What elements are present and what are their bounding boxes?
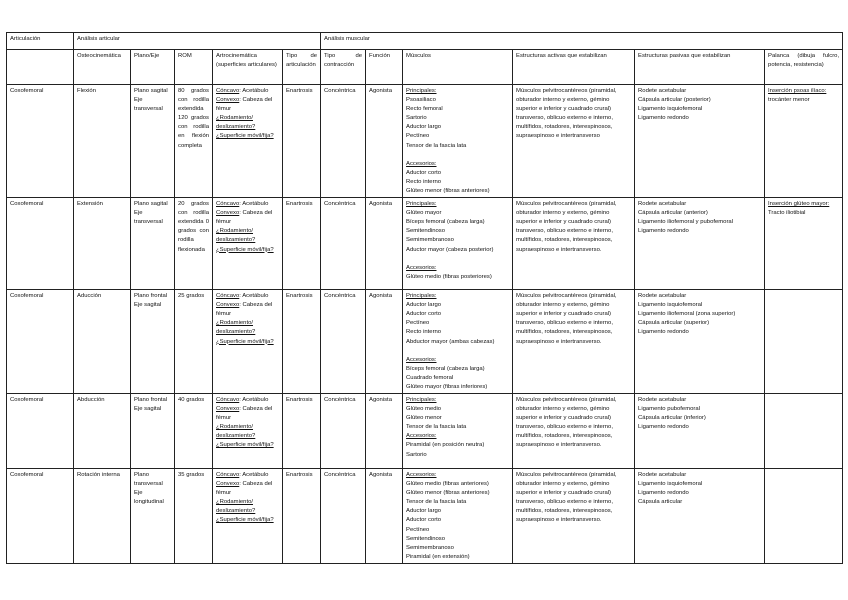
superficie-question: ¿Superficie móvil/fija? [216,133,274,140]
cell-estructuras-activas: Músculos pelvitrocantéreos (piramidal, obturador interno y externo, gémino superior e inferior y cuadrado crural) transverso, oblicuo externo e interno, multífidos, rotadores, interespinosos, supraespinoso e intertransverso. [513,393,635,468]
cell-estructuras-activas: Músculos pelvitrocantéreos (piramidal, obturador interno y externo, gémino superior e inferior y cuadrado crural) transverso, oblicuo externo e interno, multífidos, rotadores, interespinosos, supraespinoso e intertransverso. [513,468,635,563]
cell-estructuras-activas: Músculos pelvitrocantéreos (piramidal, obturador interno y externo, gémino superior e inferior y cuadrado crural) transverso, oblicuo externo e interno, multífidos, rotadores, interespinosos, supraespinoso e intertransverso. [513,198,635,290]
concavo-label: Cóncavo [216,471,240,478]
cell-musculos [403,85,513,198]
musculo: Semitendinoso [406,228,446,235]
cell-artrocinematica [213,290,283,394]
header-analisis-muscular: Análisis muscular [321,33,843,50]
estructura-pasiva: Ligamento isquiofemoral [638,302,703,309]
musculo: Glúteo menor [406,415,442,422]
eje: Eje transversal [134,210,163,226]
concavo-value: : Acetábulo [239,88,269,94]
cell-tipo-contraccion: Concéntrica [321,85,366,198]
musculos-group-label: Principales: [406,88,437,94]
musculo: Semitendinoso [406,535,446,542]
musculo: Glúteo mayor [406,210,442,217]
cell-movimiento: Rotación interna [74,468,131,563]
cell-palanca [765,290,843,394]
superficie-question: ¿Superficie móvil/fija? [216,517,274,524]
musculo: Bíceps femoral (cabeza larga) [406,219,485,226]
estructura-pasiva: Ligamento isquiofemoral [638,106,703,113]
estructura-pasiva: Ligamento iliofemoral (zona superior) [638,311,736,318]
subheader-tipo-articulacion: Tipo de articulación [283,50,321,85]
table-row [7,198,843,290]
palanca-text: Tracto iliotibial [768,210,806,217]
estructura-pasiva: Ligamento redondo [638,490,689,497]
subheader-funcion: Función [366,50,403,85]
palanca-text: trocánter menor [768,97,810,104]
cell-rom: 80 grados con rodilla extendida 120 grados con rodilla en flexión completa [175,85,213,198]
estructura-pasiva: Rodete acetabular [638,471,687,478]
musculo: Abductor mayor (ambas cabezas) [406,338,495,345]
estructura-pasiva: Ligamento pubofemoral [638,406,700,413]
subheader-palanca: Palanca (dibuja fulcro, potencia, resistencia) [765,50,843,85]
musculo: Aductor largo [406,302,442,309]
musculo: Sartorio [406,451,427,458]
cell-funcion: Agonista [366,85,403,198]
cell-articulacion: Coxofemoral [7,393,74,468]
cell-estructuras-pasivas [635,198,765,290]
convexo-value: : Cabeza del fémur [216,210,273,226]
concavo-value: : Acetábulo [239,471,269,478]
table-row [7,393,843,468]
table-row [7,85,843,198]
subheader-musculos: Músculos [403,50,513,85]
cell-tipo-articulacion: Enartrosis [283,198,321,290]
musculo: Psoasiliaco [406,97,436,104]
cell-rom: 35 grados [175,468,213,563]
subheader-plano-eje: Plano/Eje [131,50,175,85]
subheader-empty [7,50,74,85]
musculos-group-label: Principales: [406,201,437,208]
musculo: Aductor largo [406,508,442,515]
cell-funcion: Agonista [366,393,403,468]
cell-estructuras-pasivas [635,468,765,563]
estructura-pasiva: Rodete acetabular [638,293,687,300]
eje: Eje longitudinal [134,490,164,506]
concavo-label: Cóncavo [216,293,240,300]
musculos-group-label: Principales: [406,396,437,403]
musculo: Glúteo medio (fibras anteriores) [406,481,489,488]
table-row [7,290,843,394]
musculo: Semimembranoso [406,237,454,244]
convexo-label: Convexo [216,481,240,488]
cell-movimiento: Extensión [74,198,131,290]
anatomy-table [6,32,843,564]
plano: Plano frontal [134,396,168,403]
concavo-label: Cóncavo [216,396,240,403]
cell-rom: 20 grados con rodilla extendida 0 grados con rodilla flexionada [175,198,213,290]
musculo: Tensor de la fascia lata [406,499,467,506]
palanca-label: Inserción psoas ilíaco: [768,88,827,94]
subheader-artrocinematica: Artrocinemática (superficies articulares) [213,50,283,85]
cell-plano-eje [131,290,175,394]
plano: Plano sagital [134,201,168,208]
subheader-rom: ROM [175,50,213,85]
cell-movimiento: Aducción [74,290,131,394]
estructura-pasiva: Ligamento redondo [638,228,689,235]
rodamiento-question: ¿Rodamiento/ deslizamiento? [216,499,256,515]
cell-movimiento: Abducción [74,393,131,468]
cell-tipo-articulacion: Enartrosis [283,468,321,563]
musculo: Bíceps femoral (cabeza larga) [406,365,485,372]
concavo-value: : Acetábulo [239,396,269,403]
convexo-label: Convexo [216,302,240,309]
cell-estructuras-activas: Músculos pelvitrocantéreos (piramidal, obturador interno y externo, gémino superior e inferior y cuadrado crural) transverso, oblicuo externo e interno, multífidos, rotadores, interespinosos, supraespinoso e intertransverso [513,85,635,198]
musculos-group-label: Accesorios: [406,471,437,478]
superficie-question: ¿Superficie móvil/fija? [216,442,274,449]
cell-tipo-contraccion: Concéntrica [321,393,366,468]
cell-musculos [403,468,513,563]
estructura-pasiva: Cápsula articular [638,499,683,506]
cell-artrocinematica [213,468,283,563]
convexo-label: Convexo [216,406,240,413]
cell-articulacion: Coxofemoral [7,198,74,290]
cell-funcion: Agonista [366,198,403,290]
cell-tipo-contraccion: Concéntrica [321,468,366,563]
cell-funcion: Agonista [366,290,403,394]
rodamiento-question: ¿Rodamiento/ deslizamiento? [216,228,256,244]
cell-estructuras-pasivas [635,85,765,198]
cell-articulacion: Coxofemoral [7,85,74,198]
header-row [7,33,843,50]
eje: Eje sagital [134,302,162,309]
musculos-group-label: Principales: [406,293,437,300]
eje: Eje transversal [134,97,163,113]
header-articulacion: Articulación [7,33,74,50]
subheader-estructuras-activas: Estructuras activas que estabilizan [513,50,635,85]
cell-estructuras-pasivas [635,393,765,468]
estructura-pasiva: Rodete acetabular [638,201,687,208]
estructura-pasiva: Ligamento iliofemoral y pubofemoral [638,219,734,226]
musculo: Piramidal (en extensión) [406,553,470,560]
subheader-row [7,50,843,85]
musculo: Cuadrado femoral [406,374,454,381]
cell-tipo-articulacion: Enartrosis [283,290,321,394]
musculos-group-label: Accesorios: [406,264,437,271]
cell-tipo-contraccion: Concéntrica [321,290,366,394]
cell-rom: 25 grados [175,290,213,394]
convexo-value: : Cabeza del fémur [216,97,273,113]
superficie-question: ¿Superficie móvil/fija? [216,246,274,253]
estructura-pasiva: Ligamento redondo [638,424,689,431]
musculo: Aductor mayor (cabeza posterior) [406,246,494,253]
musculo: Pectíneo [406,133,430,140]
cell-plano-eje [131,393,175,468]
cell-plano-eje [131,85,175,198]
estructura-pasiva: Ligamento redondo [638,115,689,122]
musculo: Pectíneo [406,320,430,327]
musculo: Glúteo menor (fibras anteriores) [406,490,490,497]
musculo: Glúteo medio (fibras posteriores) [406,273,492,280]
cell-estructuras-pasivas [635,290,765,394]
subheader-tipo-contraccion: Tipo de contracción [321,50,366,85]
rodamiento-question: ¿Rodamiento/ deslizamiento? [216,320,256,336]
cell-artrocinematica [213,393,283,468]
cell-musculos [403,198,513,290]
cell-palanca [765,198,843,290]
concavo-label: Cóncavo [216,201,240,208]
convexo-value: : Cabeza del fémur [216,406,273,422]
plano: Plano sagital [134,88,168,94]
musculos-group-label: Accesorios: [406,160,437,167]
musculo: Recto femoral [406,106,443,113]
subheader-osteocinematica: Osteocinemática [74,50,131,85]
plano: Plano frontal [134,293,168,300]
cell-palanca [765,393,843,468]
cell-tipo-contraccion: Concéntrica [321,198,366,290]
cell-palanca [765,85,843,198]
musculo: Aductor corto [406,311,442,318]
cell-palanca [765,468,843,563]
musculo: Recto interno [406,178,442,185]
cell-artrocinematica [213,198,283,290]
estructura-pasiva: Cápsula articular (inferior) [638,415,706,422]
musculos-group-label: Accesorios: [406,356,437,363]
cell-rom: 40 grados [175,393,213,468]
estructura-pasiva: Ligamento redondo [638,329,689,336]
table-row [7,468,843,563]
concavo-label: Cóncavo [216,88,240,94]
cell-movimiento: Flexión [74,85,131,198]
convexo-label: Convexo [216,210,240,217]
estructura-pasiva: Rodete acetabular [638,88,687,94]
musculo: Piramidal (en posición neutra) [406,442,485,449]
rodamiento-question: ¿Rodamiento/ deslizamiento? [216,115,256,131]
musculo: Glúteo mayor (fibras inferiores) [406,383,488,390]
cell-plano-eje [131,468,175,563]
musculo: Sartorio [406,115,427,122]
musculos-group-label: Accesorios: [406,433,437,440]
superficie-question: ¿Superficie móvil/fija? [216,338,274,345]
convexo-value: : Cabeza del fémur [216,481,273,497]
cell-articulacion: Coxofemoral [7,290,74,394]
estructura-pasiva: Cápsula articular (posterior) [638,97,711,104]
musculo: Glúteo menor (fibras anteriores) [406,187,490,194]
musculo: Tensor de la fascia lata [406,142,467,149]
cell-plano-eje [131,198,175,290]
subheader-estructuras-pasivas: Estructuras pasivas que estabilizan [635,50,765,85]
estructura-pasiva: Cápsula articular (superior) [638,320,710,327]
cell-articulacion: Coxofemoral [7,468,74,563]
cell-artrocinematica [213,85,283,198]
concavo-value: : Acetábulo [239,293,269,300]
musculo: Recto interno [406,329,442,336]
musculo: Aductor corto [406,517,442,524]
convexo-label: Convexo [216,97,240,104]
musculo: Aductor largo [406,124,442,131]
cell-musculos [403,290,513,394]
musculo: Semimembranoso [406,544,454,551]
estructura-pasiva: Ligamento isquiofemoral [638,481,703,488]
eje: Eje sagital [134,406,162,413]
cell-tipo-articulacion: Enartrosis [283,393,321,468]
cell-estructuras-activas: Músculos pelvitrocantéreos (piramidal, obturador interno y externo, gémino superior e inferior y cuadrado crural) transverso, oblicuo externo e interno, multífidos, rotadores, interespinosos, supraespinoso e intertransverso. [513,290,635,394]
convexo-value: : Cabeza del fémur [216,302,273,318]
palanca-label: Inserción glúteo mayor: [768,201,830,208]
estructura-pasiva: Cápsula articular (anterior) [638,210,708,217]
header-analisis-articular: Análisis articular [74,33,321,50]
musculo: Pectíneo [406,526,430,533]
estructura-pasiva: Rodete acetabular [638,396,687,403]
concavo-value: : Acetábulo [239,201,269,208]
musculo: Aductor corto [406,169,442,176]
plano: Plano transversal [134,471,163,488]
cell-tipo-articulacion: Enartrosis [283,85,321,198]
musculo: Glúteo medio [406,406,442,413]
musculo: Tensor de la fascia lata [406,424,467,431]
cell-musculos [403,393,513,468]
cell-funcion: Agonista [366,468,403,563]
rodamiento-question: ¿Rodamiento/ deslizamiento? [216,424,256,440]
